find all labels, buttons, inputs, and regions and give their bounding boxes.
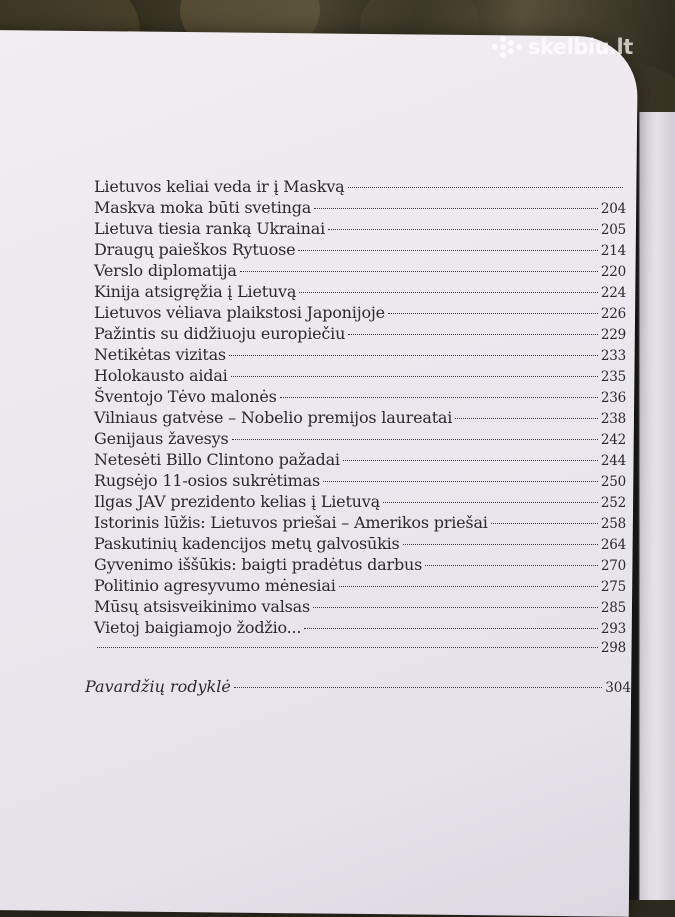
toc-entry-page: 229 xyxy=(600,327,626,343)
toc-entry-page: 238 xyxy=(600,411,626,427)
toc-entry xyxy=(94,617,626,638)
toc-entry-title: Netesėti Billo Clintono pažadai xyxy=(94,450,340,469)
dot-leader xyxy=(403,544,598,545)
index-title: Pavardžių rodyklė xyxy=(85,677,231,696)
toc-entry xyxy=(94,281,626,302)
toc-entry-title: Politinio agresyvumo mėnesiai xyxy=(94,576,336,595)
toc-entry xyxy=(94,449,626,470)
toc-entry-title: Rugsėjo 11-osios sukrėtimas xyxy=(94,471,321,490)
toc-entry xyxy=(94,239,626,260)
toc-entry-page: 293 xyxy=(600,621,626,637)
toc-entry xyxy=(94,533,626,554)
dot-leader xyxy=(348,334,598,335)
dot-leader xyxy=(425,565,598,566)
dot-leader xyxy=(229,355,598,356)
dot-leader xyxy=(314,208,598,209)
toc-entry-page: 236 xyxy=(600,390,626,406)
toc-entry-page: 242 xyxy=(600,432,626,448)
toc-entry xyxy=(94,197,626,218)
toc-entry xyxy=(94,575,626,596)
toc-entry xyxy=(94,491,626,512)
toc-entry-title: Gyvenimo iššūkis: baigti pradėtus darbus xyxy=(94,555,423,574)
dot-leader xyxy=(388,313,598,314)
toc-entry-title: Draugų paieškos Rytuose xyxy=(94,240,296,259)
dot-leader xyxy=(348,187,624,188)
toc-entry-title: Pažintis su didžiuoju europiečiu xyxy=(94,324,346,343)
toc-entry-title: Maskva moka būti svetinga xyxy=(94,198,312,217)
dot-leader xyxy=(234,687,602,688)
toc-entry-page: 258 xyxy=(600,516,626,532)
toc-entry-page: 204 xyxy=(600,201,626,217)
dots-logo-icon xyxy=(492,36,522,58)
toc-entry-page: 244 xyxy=(600,453,626,469)
dot-leader xyxy=(97,647,598,648)
dot-leader xyxy=(280,397,598,398)
toc-entry xyxy=(94,302,626,323)
index-entry xyxy=(85,676,631,697)
toc-entry-title: Genijaus žavesys xyxy=(94,429,229,448)
dot-leader xyxy=(328,229,598,230)
toc-entry-page: 275 xyxy=(600,579,626,595)
toc-entry-title: Holokausto aidai xyxy=(94,366,228,385)
toc-entry xyxy=(94,512,626,533)
toc-entry-title: Lietuvos vėliava plaikstosi Japonijoje xyxy=(94,303,385,322)
toc-entry-title: Paskutinių kadencijos metų galvosūkis xyxy=(94,534,400,553)
toc-entry-title: Lietuva tiesia ranką Ukrainai xyxy=(94,219,326,238)
dot-leader xyxy=(491,523,598,524)
toc-entry xyxy=(94,365,626,386)
toc-entry-page: 226 xyxy=(600,306,626,322)
toc-entry-page: 233 xyxy=(600,348,626,364)
toc-entry-page: 235 xyxy=(600,369,626,385)
toc-entry-page: 205 xyxy=(600,222,626,238)
dot-leader xyxy=(240,271,598,272)
toc-entry-title: Mūsų atsisveikinimo valsas xyxy=(94,597,311,616)
skelbiu-watermark xyxy=(492,32,633,62)
dot-leader xyxy=(339,586,598,587)
table-of-contents xyxy=(94,176,626,659)
toc-entry-page: 220 xyxy=(600,264,626,280)
toc-entry xyxy=(94,176,626,197)
dot-leader xyxy=(304,628,598,629)
toc-entry xyxy=(94,470,626,491)
toc-entry xyxy=(94,428,626,449)
dot-leader xyxy=(383,502,598,503)
toc-entry-page: 224 xyxy=(600,285,626,301)
dot-leader xyxy=(298,250,597,251)
toc-entry-page: 298 xyxy=(600,640,626,656)
toc-entry xyxy=(94,344,626,365)
toc-entry-title: Lietuvos keliai veda ir į Maskvą xyxy=(94,177,345,196)
toc-entry-title: Kinija atsigręžia į Lietuvą xyxy=(94,282,297,301)
dot-leader xyxy=(313,607,598,608)
toc-entry xyxy=(94,638,626,659)
toc-entry xyxy=(94,554,626,575)
toc-entry xyxy=(94,260,626,281)
toc-entry-page: 264 xyxy=(600,537,626,553)
toc-entry xyxy=(94,596,626,617)
toc-entry-title: Vietoj baigiamojo žodžio... xyxy=(94,618,302,637)
toc-entry-title: Verslo diplomatija xyxy=(94,261,237,280)
index-page-number: 304 xyxy=(605,680,631,696)
dot-leader xyxy=(232,439,598,440)
toc-entry xyxy=(94,218,626,239)
dot-leader xyxy=(231,376,598,377)
toc-entry-page: 270 xyxy=(600,558,626,574)
toc-entry-title: Istorinis lūžis: Lietuvos priešai – Amerikos priešai xyxy=(94,513,488,532)
toc-entry-page: 285 xyxy=(600,600,626,616)
watermark-text: skelbiu.lt xyxy=(528,35,633,59)
dot-leader xyxy=(455,418,598,419)
toc-entry-page: 214 xyxy=(600,243,626,259)
dot-leader xyxy=(343,460,598,461)
toc-entry xyxy=(94,323,626,344)
toc-entry-title: Šventojo Tėvo malonės xyxy=(94,387,277,406)
toc-entry xyxy=(94,407,626,428)
toc-entry-title: Ilgas JAV prezidento kelias į Lietuvą xyxy=(94,492,380,511)
toc-entry xyxy=(94,386,626,407)
toc-entry-page: 252 xyxy=(600,495,626,511)
dot-leader xyxy=(323,481,598,482)
toc-entry-page: 250 xyxy=(600,474,626,490)
toc-entry-title: Netikėtas vizitas xyxy=(94,345,226,364)
dot-leader xyxy=(299,292,598,293)
toc-entry-title: Vilniaus gatvėse – Nobelio premijos laureatai xyxy=(94,408,453,427)
